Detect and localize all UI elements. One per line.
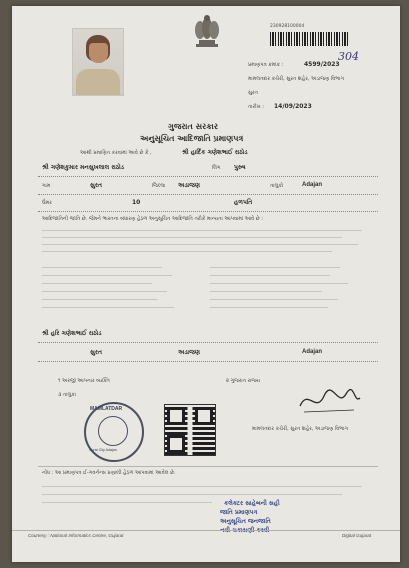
para-lead: આદિજાતિની જાતિ છે. જેમને ભારતના બંધારણ હેઠળ અનુસૂચિત આદિજાતિ તરીકે માન્યતા આપવામાં આવે છે :	[42, 216, 263, 222]
stamp-line-3: નવી ચકાસણી કરવી	[220, 527, 270, 534]
item-1: ૧ અરજી આપનાર વ્યક્તિ	[58, 378, 110, 384]
area-label: તાલુકો	[270, 183, 284, 189]
stamp-line-2: જાતિ પ્રમાણપત્ર	[220, 509, 258, 516]
district: અડાજણ	[178, 182, 201, 189]
certificate-title: અનુસૂચિત આદિજાતિ પ્રમાણપત્ર	[140, 134, 244, 143]
area: Adajan	[302, 182, 323, 188]
item-3: ૩ તાલુકા	[58, 392, 76, 398]
age: 10	[132, 199, 141, 206]
district-label: જિલ્લા	[152, 183, 166, 189]
stamp-line-1: કલેક્ટર સાહેબની સહી	[224, 500, 280, 507]
footer-left: Courtesy : National Informatics Centre, Gujarat	[28, 533, 124, 538]
footer	[12, 530, 400, 543]
date: 14/09/2023	[274, 103, 312, 110]
handwritten-number: 304	[338, 50, 359, 63]
father-name: શ્રી ગણેશકુમાર મનસુખલાલ રાઠોડ	[42, 164, 125, 171]
signature-icon	[294, 384, 364, 418]
mamlatdar-seal: MAMLATDAR Surat City Adajan	[84, 402, 144, 462]
applicant-photo	[72, 28, 124, 96]
item-2: ૨ ગુજરાત રાજ્ય	[226, 378, 261, 384]
stamp-line-4: અનુસૂચિત જનજાતિ	[220, 518, 271, 525]
signer-office: મામલતદાર કચેરી, સુરત શહેર, અડાજણ વિભાગ	[252, 426, 349, 432]
state-emblem-icon	[190, 10, 224, 50]
gov-title: ગુજરાત સરકાર	[168, 122, 218, 131]
certificate-page	[12, 6, 400, 562]
date-label: તારીખ :	[248, 104, 264, 110]
cert-number-label: પ્રમાણપત્ર ક્રમાંક :	[248, 62, 284, 68]
body-text-block	[42, 226, 372, 326]
intro-text: આથી પ્રમાણિત કરવામાં આવે છે કે ,	[80, 150, 152, 156]
barcode	[270, 32, 350, 46]
caste: હળપતિ	[234, 199, 253, 206]
gender: પુરુષ	[234, 164, 246, 171]
top-number: 230928100004	[270, 24, 305, 29]
place: સુરત	[248, 90, 258, 96]
village: સુરત	[90, 182, 102, 189]
gender-label: લિંગ	[212, 165, 221, 171]
second-area: Adajan	[302, 349, 323, 355]
office-line: મામલતદાર કચેરી, સુરત શહેર, અડાજણ વિભાગ	[248, 76, 345, 82]
note: નોંધ : આ પ્રમાણપત્ર ઈ-ગવર્નન્સ પ્રણાલી હેઠળ આપવામાં આવેલ છે.	[42, 470, 176, 476]
village-label: ગામ	[42, 183, 51, 189]
footer-right: Digital Gujarat	[342, 533, 372, 538]
second-district: અડાજણ	[178, 349, 201, 356]
second-village: સુરત	[90, 349, 102, 356]
second-name: શ્રી હરિ ગણેશભાઈ રાઠોડ	[42, 330, 102, 337]
cert-number: 4599/2023	[304, 61, 340, 68]
age-label: ઉંમર	[42, 200, 52, 206]
qr-code	[164, 404, 216, 456]
notes-block	[42, 480, 372, 503]
student-name: શ્રી હાર્દિક ગણેશભાઈ રાઠોડ	[182, 149, 248, 156]
